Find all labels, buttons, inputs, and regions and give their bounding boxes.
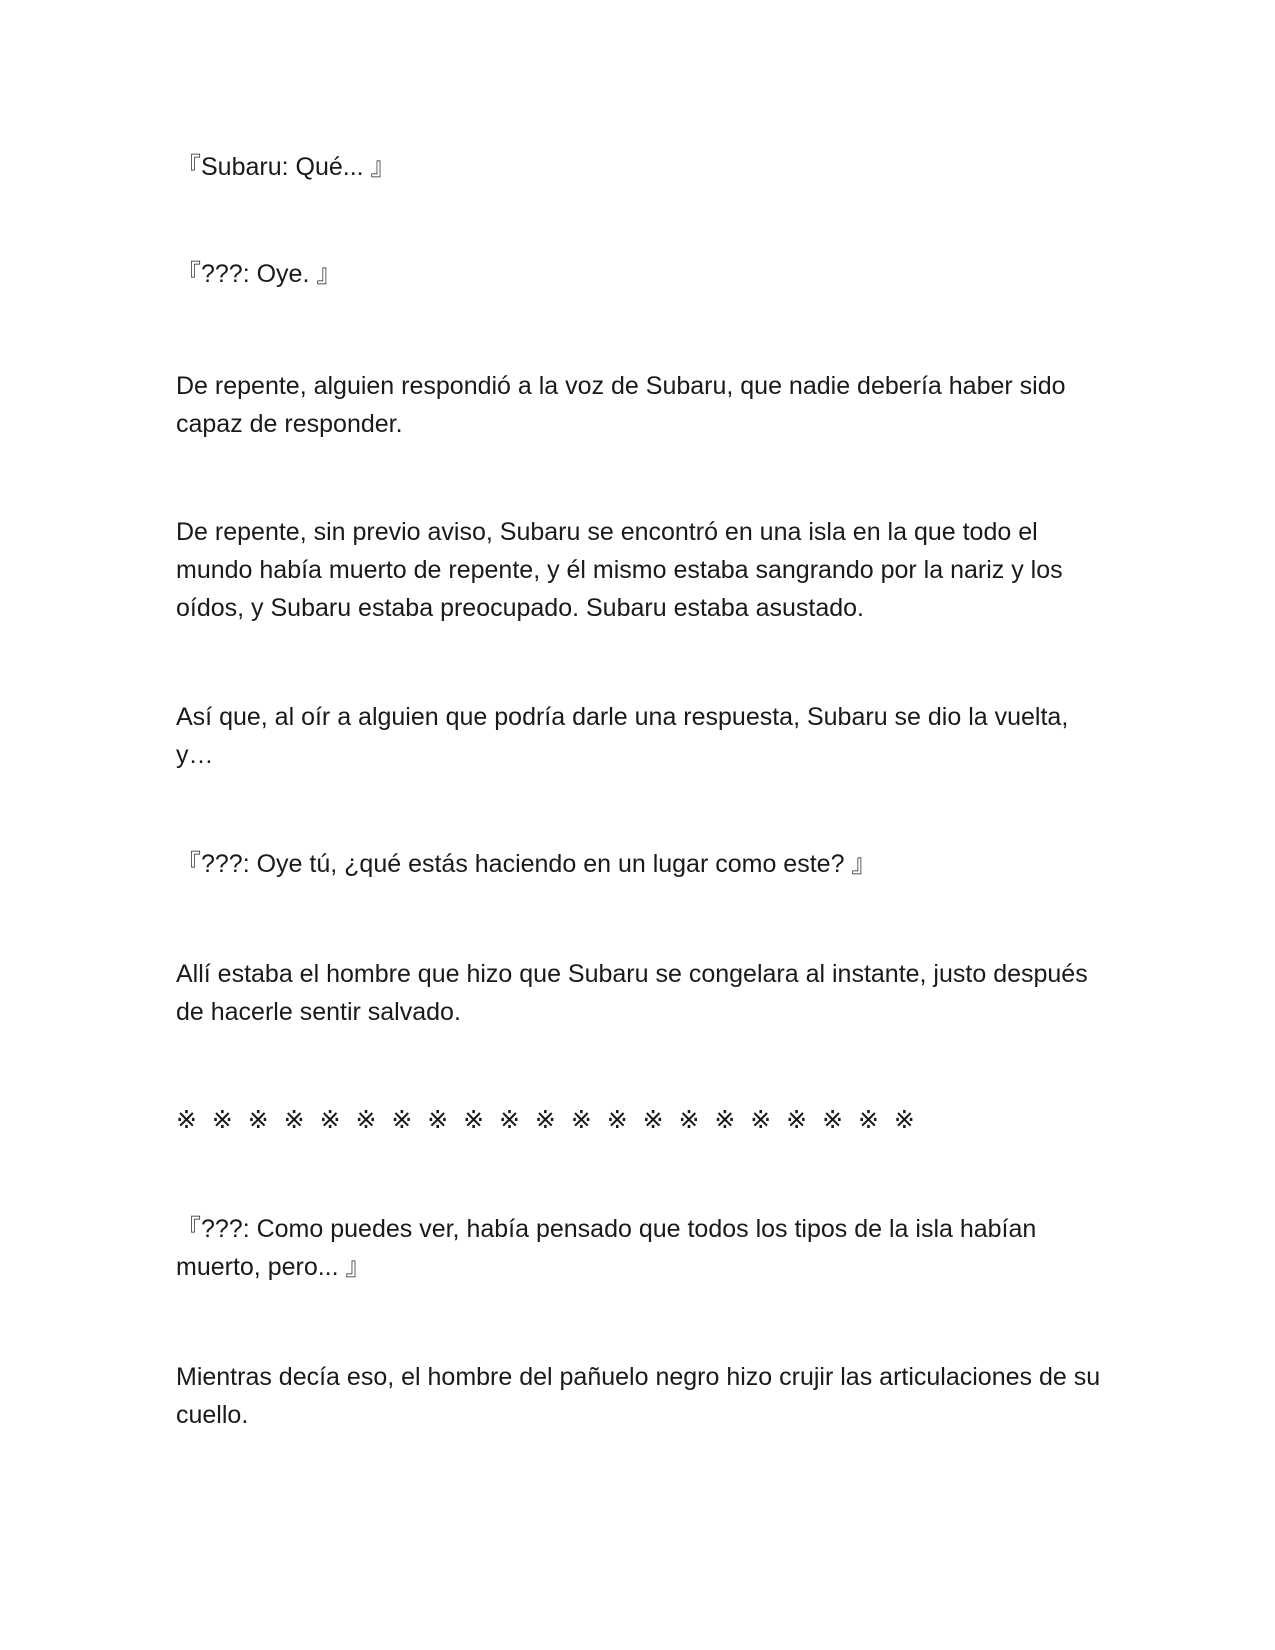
- narration-paragraph-1: De repente, alguien respondió a la voz de Subaru, que nadie debería haber sido capaz de responder.: [176, 372, 1073, 438]
- narration-paragraph-2: De repente, sin previo aviso, Subaru se encontró en una isla en la que todo el mundo había muerto de repente, y él mismo estaba sangrando por la nariz y los oídos, y Subaru estaba preocupado. Subaru estaba asustado.: [176, 518, 1070, 622]
- dialogue-line-stranger-1: 『???: Oye. 』: [176, 260, 342, 288]
- dialogue-line-stranger-3: 『???: Como puedes ver, había pensado que todos los tipos de la isla habían muerto, pero... 』: [176, 1215, 1044, 1281]
- dialogue-line-stranger-2: 『???: Oye tú, ¿qué estás haciendo en un lugar como este? 』: [176, 850, 877, 878]
- narration-paragraph-4: Allí estaba el hombre que hizo que Subaru se congelara al instante, justo después de hacerle sentir salvado.: [176, 960, 1095, 1026]
- dialogue-line-subaru: 『Subaru: Qué... 』: [176, 153, 396, 181]
- narration-paragraph-3: Así que, al oír a alguien que podría darle una respuesta, Subaru se dio la vuelta, y…: [176, 703, 1076, 769]
- scene-separator: ※ ※ ※ ※ ※ ※ ※ ※ ※ ※ ※ ※ ※ ※ ※ ※ ※ ※ ※ ※ ※: [176, 1106, 919, 1134]
- narration-paragraph-5: Mientras decía eso, el hombre del pañuelo negro hizo crujir las articulaciones de su cuello.: [176, 1363, 1108, 1429]
